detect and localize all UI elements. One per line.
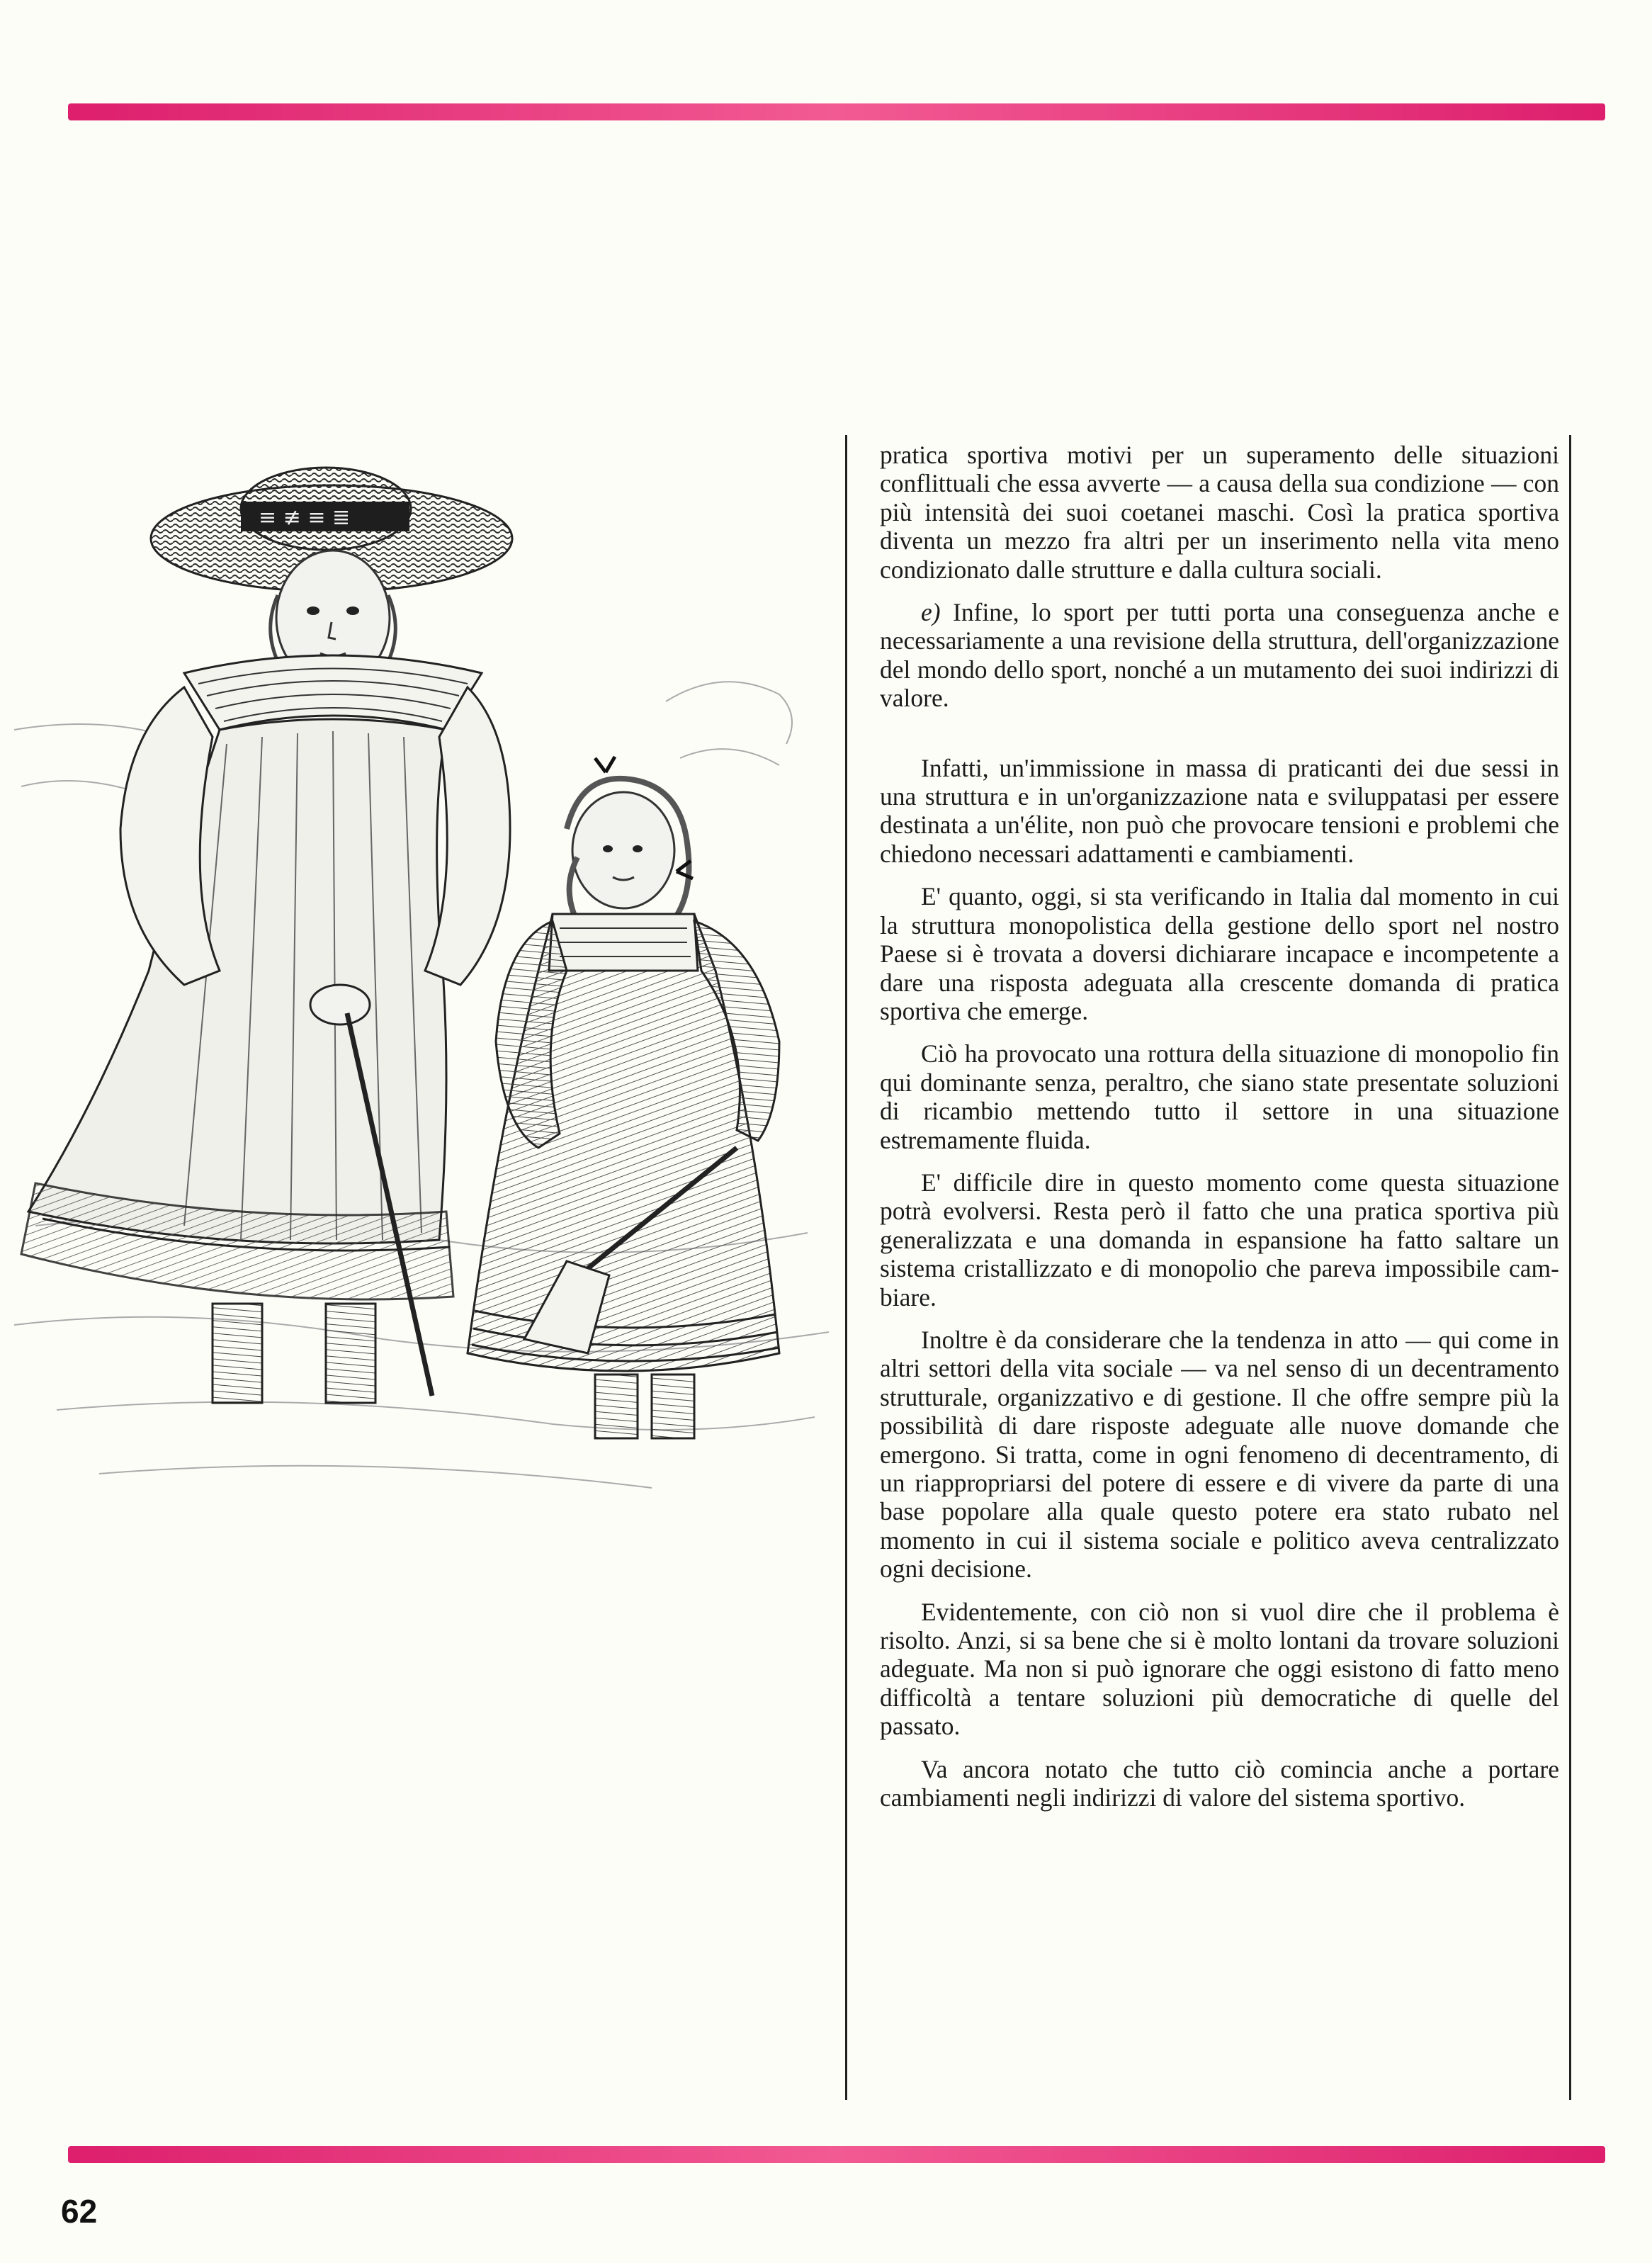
paragraph-9: Va ancora notato che tutto ciò comincia anche a portare cambiamenti negli indirizzi di valore del sistema sportivo. bbox=[880, 1754, 1559, 1812]
page-number: 62 bbox=[61, 2193, 98, 2230]
bottom-decorative-rule bbox=[68, 2146, 1605, 2163]
paragraph-7: Inoltre è da considerare che la tendenza in atto — qui come in altri settori della vita sociale — va nel senso di un decentramento strutturale, organizzativo e di gestione. Il che offre sempre più la possibilità di dare risposte adeguate alle nuove domande che emergono. Si tratta, come in ogni fenomeno di decentramento, di un riappropriarsi del potere di essere e di vivere da parte di una base popolare alla quale questo potere era stato rubato nel momento in cui il sistema sociale e politico aveva centralizzato ogni decisione. bbox=[880, 1325, 1559, 1584]
svg-text:≡ ≢ ≡ ≣: ≡ ≢ ≡ ≣ bbox=[259, 505, 351, 530]
article-text-column bbox=[845, 435, 1571, 2100]
list-marker-e: e) bbox=[921, 598, 941, 627]
older-girl-dress bbox=[21, 655, 510, 1403]
paragraph-4: E' quanto, oggi, si sta verificando in Italia dal momento in cui la struttura monopolistica della gestione dello sport nel nostro Paese si è trovata a doversi dichiarare incapace e incompetente a dare una risposta adeguata alla crescente domanda di pratica sportiva che emerge. bbox=[880, 882, 1559, 1025]
paragraph-5: Ciò ha provocato una rottura della situazione di monopolio fin qui dominante senza, peraltro, che siano state presentate soluzioni di ricambio mettendo tutto il settore in una situazione estremamente fluida. bbox=[880, 1039, 1559, 1154]
paragraph-8: Evidentemente, con ciò non si vuol dire che il problema è risolto. Anzi, si sa bene che si è molto lontani da trovare soluzioni adeguate. Ma non si può ignorare che oggi esistono di fatto meno difficoltà a tentare soluzioni più democratiche di quelle del passato. bbox=[880, 1597, 1559, 1741]
paragraph-1: pratica sportiva motivi per un superamento delle situazioni conflittuali che essa avverte — a causa della sua condizione — con più intensità dei suoi coetanei maschi. Così la pratica sportiva diventa un mezzo fra altri per un inserimento nella vita meno condizionato dalle strutture e dalla cultura sociali. bbox=[880, 441, 1559, 584]
paragraph-2 bbox=[880, 598, 1559, 713]
vintage-illustration bbox=[14, 432, 850, 1537]
paragraph-6: E' difficile dire in questo momento come questa situazione potrà evolversi. Resta però il fatto che una pratica sportiva più generalizzata e una domanda in espansione ha fatto saltare un sistema cristallizzato e di monopolio che pareva impossibile cambiare. bbox=[880, 1168, 1559, 1311]
top-decorative-rule bbox=[68, 103, 1605, 120]
paragraph-3: Infatti, un'immissione in massa di praticanti dei due sessi in una struttura e in un'organizzazione nata e sviluppatasi per essere destinata a un'élite, non può che provocare tensioni e problemi che chiedono necessari adattamenti e cambiamenti. bbox=[880, 753, 1559, 868]
paragraph-2-text: Infine, lo sport per tutti porta una conseguenza anche e necessariamente a una revisione della struttura, dell'organizzazione del mondo dello sport, nonché a un mutamento dei suoi indirizzi di valore. bbox=[880, 598, 1559, 713]
younger-girl bbox=[468, 757, 779, 1438]
illustration-drawing bbox=[14, 432, 850, 1537]
